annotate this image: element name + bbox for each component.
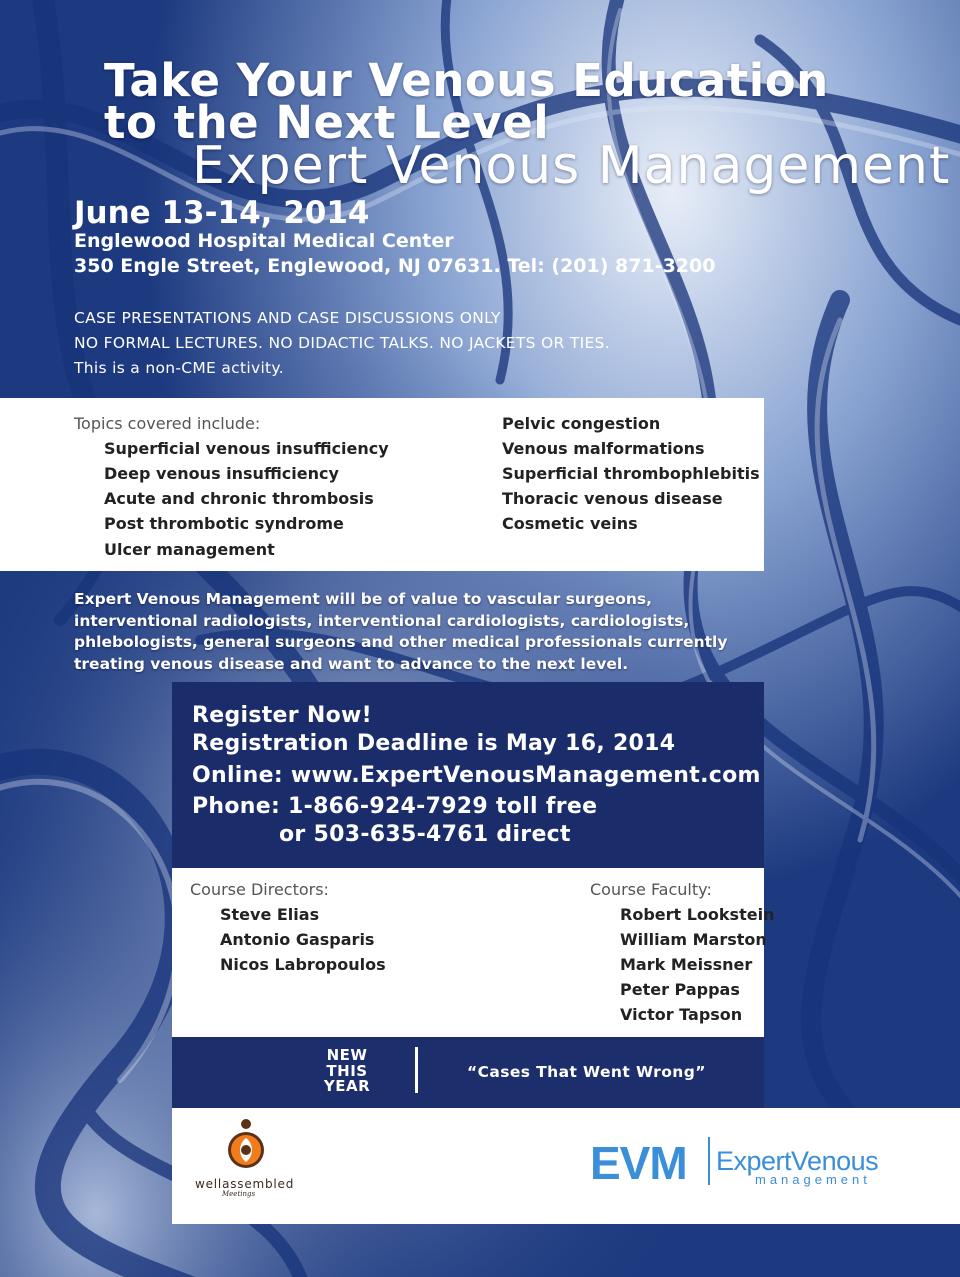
registration-deadline: Registration Deadline is May 16, 2014 bbox=[192, 731, 676, 756]
registration-phone-direct: or 503-635-4761 direct bbox=[279, 822, 571, 847]
topic-item: Ulcer management bbox=[104, 540, 275, 559]
headline-line-2: to the Next Level bbox=[104, 96, 550, 149]
audience-statement bbox=[74, 589, 734, 675]
topic-item: Deep venous insufficiency bbox=[104, 464, 339, 483]
venue-address: 350 Engle Street, Englewood, NJ 07631. Tel: (201) 871-3200 bbox=[74, 255, 716, 277]
topic-item: Pelvic congestion bbox=[502, 414, 661, 433]
format-note: NO FORMAL LECTURES. NO DIDACTIC TALKS. NO JACKETS OR TIES. bbox=[74, 334, 610, 352]
new-label-line: YEAR bbox=[323, 1077, 371, 1095]
format-note: CASE PRESENTATIONS AND CASE DISCUSSIONS ONLY bbox=[74, 309, 501, 327]
topic-item: Cosmetic veins bbox=[502, 514, 638, 533]
new-this-year-label bbox=[300, 1048, 394, 1095]
faculty-name: Peter Pappas bbox=[620, 980, 740, 999]
faculty-name: Victor Tapson bbox=[620, 1005, 743, 1024]
topic-item: Post thrombotic syndrome bbox=[104, 514, 344, 533]
course-directors-heading: Course Directors: bbox=[190, 880, 329, 899]
audience-statement-line: Expert Venous Management will be of value to vascular surgeons, bbox=[74, 590, 652, 608]
topic-item: Acute and chronic thrombosis bbox=[104, 489, 374, 508]
topic-item: Superficial venous insufficiency bbox=[104, 439, 389, 458]
audience-statement-line: interventional radiologists, interventional cardiologists, cardiologists, bbox=[74, 611, 690, 630]
topic-item: Superficial thrombophlebitis bbox=[502, 464, 760, 483]
management-wordmark: management bbox=[755, 1172, 871, 1187]
faculty-name: Mark Meissner bbox=[620, 955, 753, 974]
director-name: Steve Elias bbox=[220, 905, 320, 924]
evm-logo-mark: EVM bbox=[590, 1137, 687, 1189]
divider bbox=[415, 1047, 418, 1093]
audience-statement-line: treating venous disease and want to advance to the next level. bbox=[74, 654, 629, 673]
new-session-title: “Cases That Went Wrong” bbox=[467, 1063, 706, 1081]
faculty-name: Robert Lookstein bbox=[620, 905, 775, 924]
cme-note: This is a non-CME activity. bbox=[74, 359, 284, 377]
director-name: Nicos Labropoulos bbox=[220, 955, 386, 974]
audience-statement-line: phlebologists, general surgeons and other medical professionals currently bbox=[74, 633, 728, 651]
event-title: Expert Venous Management bbox=[192, 136, 951, 196]
course-faculty-heading: Course Faculty: bbox=[590, 880, 712, 899]
event-dates: June 13-14, 2014 bbox=[74, 195, 370, 231]
new-label-line: THIS bbox=[326, 1061, 368, 1080]
topic-item: Venous malformations bbox=[502, 439, 705, 458]
wellassembled-logo-icon bbox=[220, 1116, 272, 1172]
wellassembled-name: wellassembled bbox=[195, 1177, 295, 1191]
registration-phone-tollfree: Phone: 1-866-924-7929 toll free bbox=[192, 794, 598, 819]
expert-venous-wordmark: ExpertVenous bbox=[716, 1146, 879, 1176]
register-now-heading: Register Now! bbox=[192, 703, 372, 728]
new-label-line: NEW bbox=[326, 1046, 368, 1064]
topic-item: Thoracic venous disease bbox=[502, 489, 723, 508]
registration-website-link[interactable]: Online: www.ExpertVenousManagement.com bbox=[192, 763, 761, 788]
topics-heading: Topics covered include: bbox=[74, 414, 261, 433]
wellassembled-subtitle: Meetings bbox=[222, 1190, 256, 1198]
venue-name: Englewood Hospital Medical Center bbox=[74, 230, 454, 252]
faculty-name: William Marston bbox=[620, 930, 767, 949]
director-name: Antonio Gasparis bbox=[220, 930, 375, 949]
logo-divider bbox=[708, 1137, 710, 1185]
headline-line-1: Take Your Venous Education bbox=[104, 54, 829, 107]
